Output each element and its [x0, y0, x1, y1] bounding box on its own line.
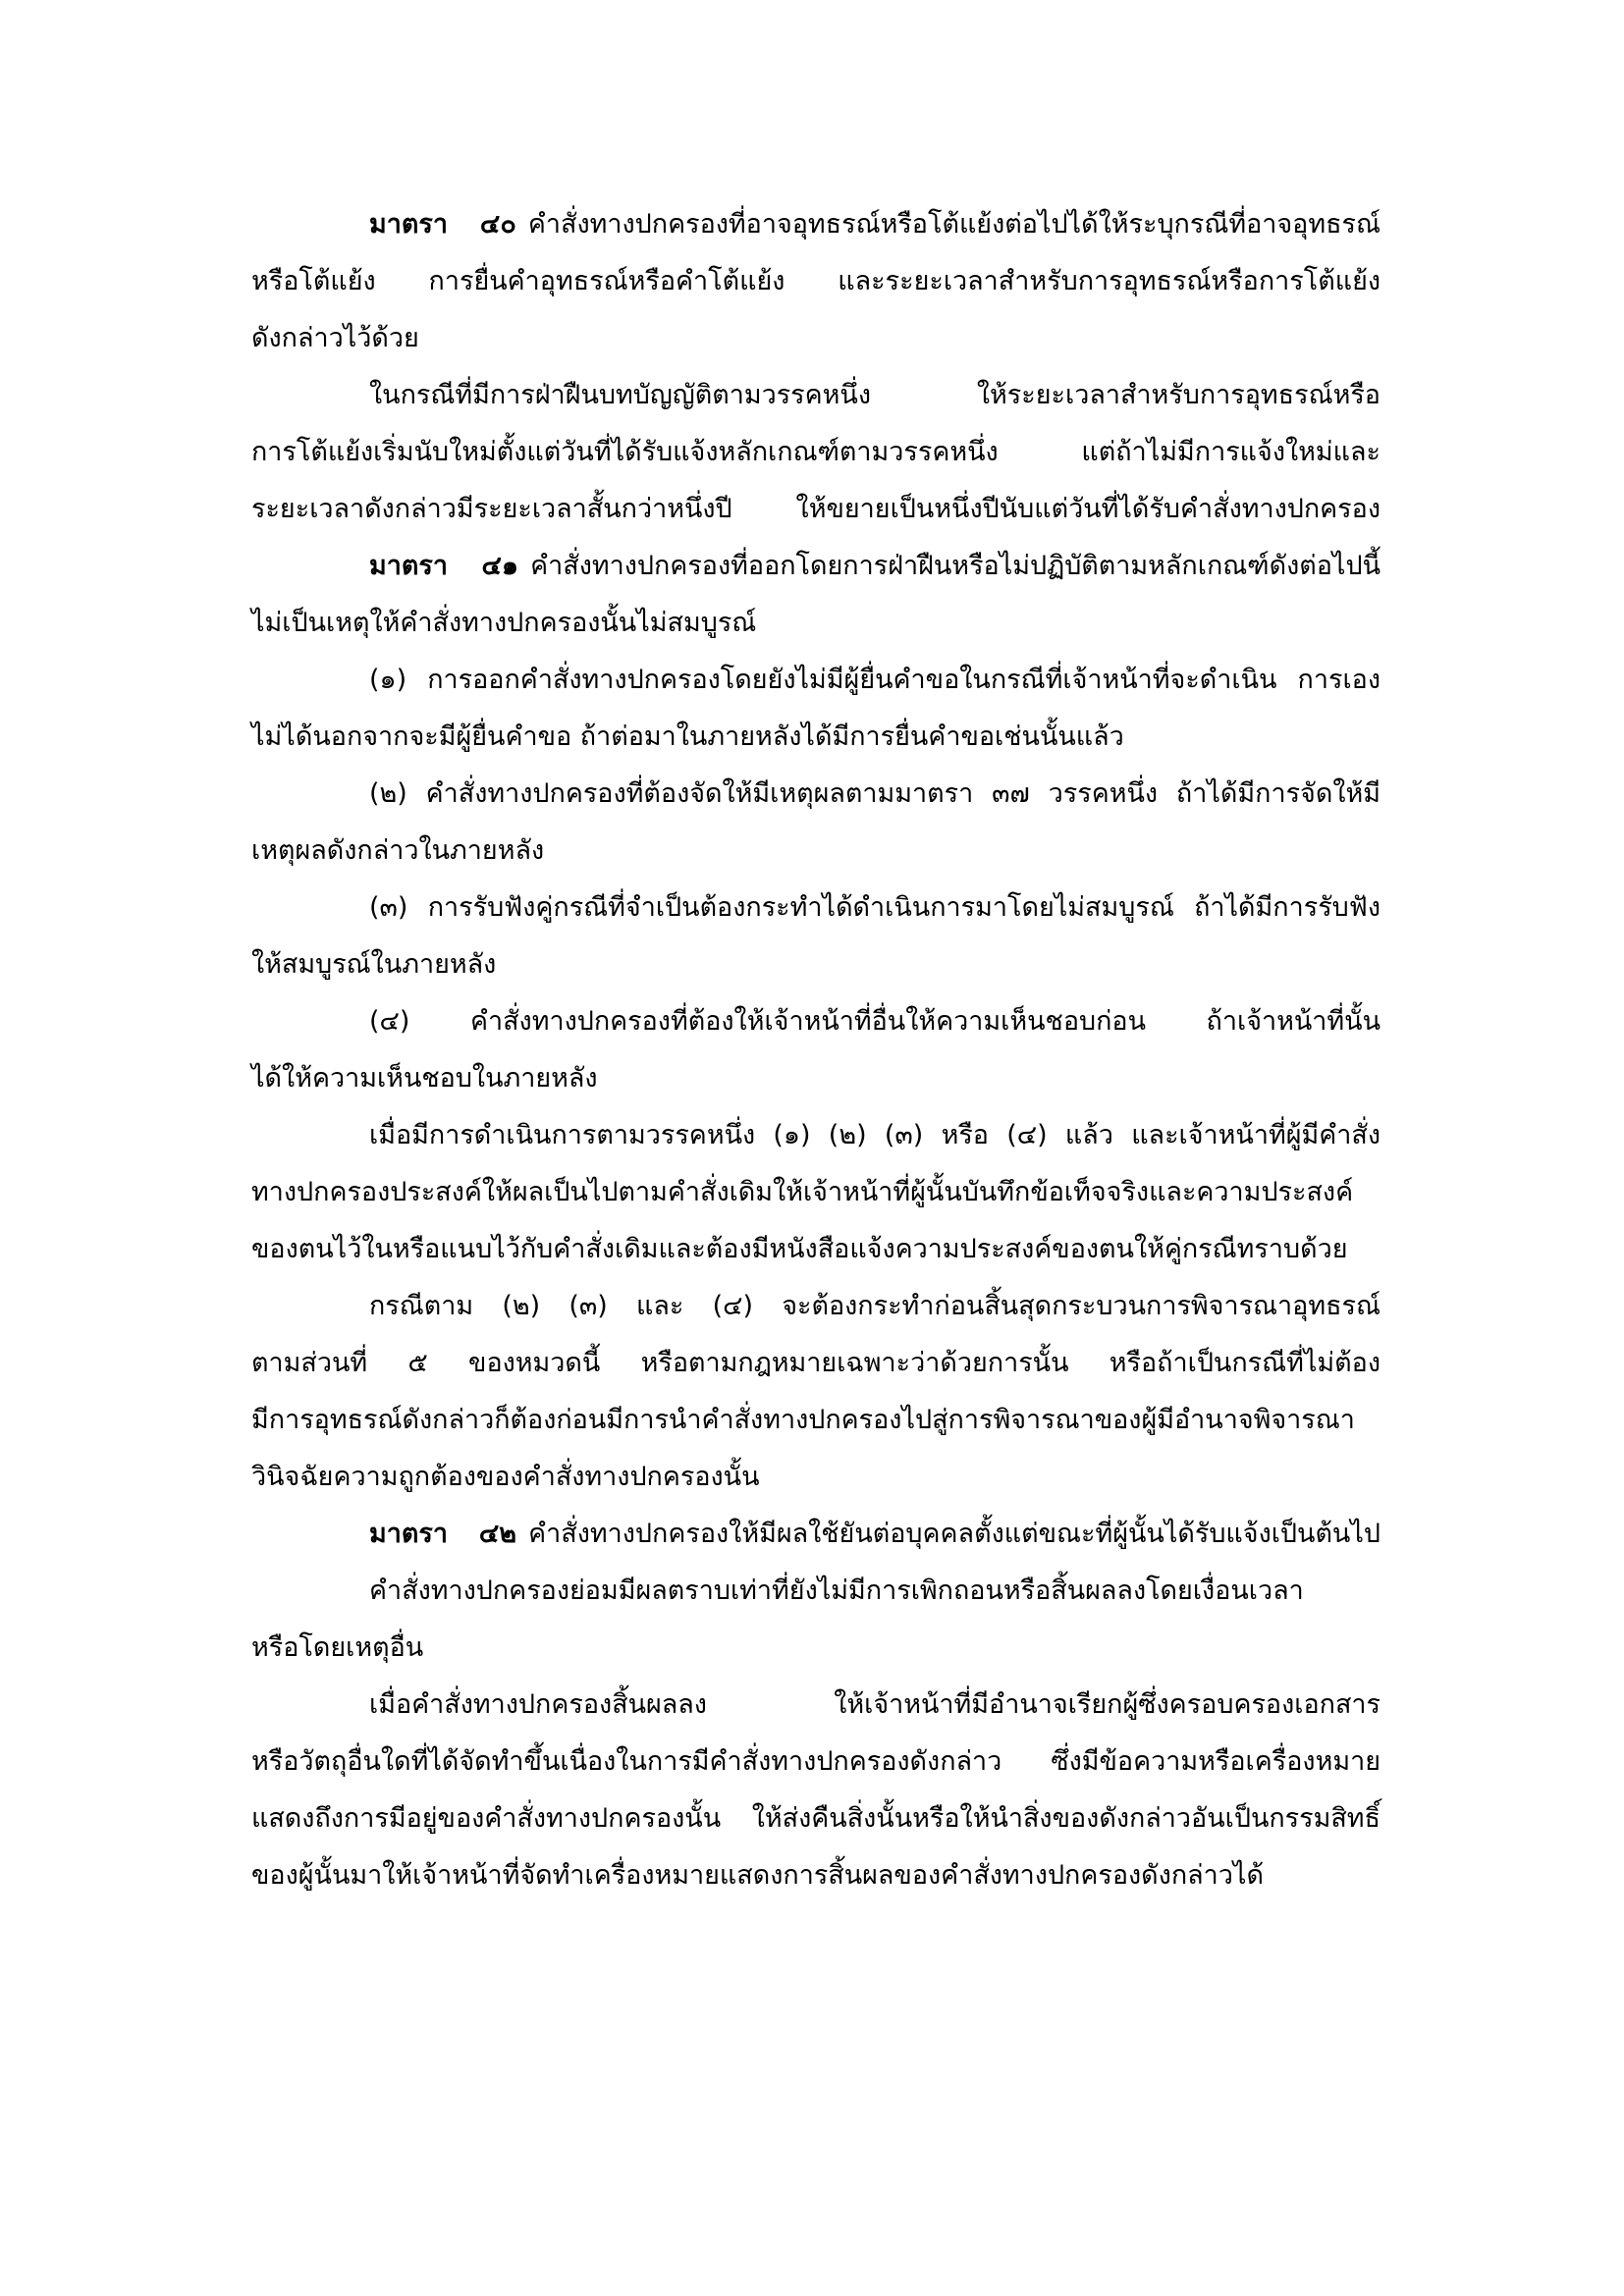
text-line: ได้ให้ความเห็นชอบในภายหลัง	[251, 1063, 598, 1094]
text-line: เมื่อมีการดำเนินการตามวรรคหนึ่ง (๑) (๒) (๓) หรือ (๔) แล้ว และเจ้าหน้าที่ผู้มีคำสั่ง	[369, 1120, 1380, 1150]
text-line: (๒) คำสั่งทางปกครองที่ต้องจัดให้มีเหตุผลตามมาตรา ๓๗ วรรคหนึ่ง ถ้าได้มีการจัดให้มี	[369, 778, 1380, 809]
line-text: คำสั่งทางปกครองที่อาจอุทธรณ์หรือโต้แย้งต่อไปได้ให้ระบุกรณีที่อาจอุทธรณ์	[527, 209, 1380, 240]
paragraph	[251, 367, 1380, 538]
section-number: มาตรา ๔๐	[369, 209, 516, 240]
text-line: ดังกล่าวไว้ด้วย	[251, 323, 419, 353]
document-body	[251, 196, 1380, 1904]
paragraph	[251, 1563, 1380, 1677]
line-text: คำสั่งทางปกครองที่ออกโดยการฝ่าฝืนหรือไม่ปฏิบัติตามหลักเกณฑ์ดังต่อไปนี้	[530, 551, 1380, 581]
section-number: มาตรา ๔๒	[369, 1519, 517, 1549]
text-line: ระยะเวลาดังกล่าวมีระยะเวลาสั้นกว่าหนึ่งปี ให้ขยายเป็นหนึ่งปีนับแต่วันที่ได้รับคำสั่งทางปกครอง	[251, 494, 1380, 524]
text-line: หรือโต้แย้ง การยื่นคำอุทธรณ์หรือคำโต้แย้ง และระยะเวลาสำหรับการอุทธรณ์หรือการโต้แย้ง	[251, 266, 1380, 296]
paragraph	[251, 1677, 1380, 1904]
paragraph	[251, 1107, 1380, 1278]
text-line: ของผู้นั้นมาให้เจ้าหน้าที่จัดทำเครื่องหมายแสดงการสิ้นผลของคำสั่งทางปกครองดังกล่าวได้	[251, 1860, 1264, 1891]
text-line: คำสั่งทางปกครองย่อมมีผลตราบเท่าที่ยังไม่มีการเพิกถอนหรือสิ้นผลลงโดยเงื่อนเวลา	[369, 1575, 1304, 1606]
text-line: หรือวัตถุอื่นใดที่ได้จัดทำขึ้นเนื่องในการมีคำสั่งทางปกครองดังกล่าว ซึ่งมีข้อความหรือเครื่องหมาย	[251, 1746, 1380, 1777]
section	[251, 1506, 1380, 1904]
text-line: วินิจฉัยความถูกต้องของคำสั่งทางปกครองนั้น	[251, 1462, 760, 1492]
text-line: ไม่เป็นเหตุให้คำสั่งทางปกครองนั้นไม่สมบูรณ์	[251, 608, 757, 638]
line-text: คำสั่งทางปกครองให้มีผลใช้ยันต่อบุคคลตั้งแต่ขณะที่ผู้นั้นได้รับแจ้งเป็นต้นไป	[528, 1519, 1380, 1549]
text-line: แสดงถึงการมีอยู่ของคำสั่งทางปกครองนั้น ให้ส่งคืนสิ่งนั้นหรือให้นำสิ่งของดังกล่าวอันเป็นกรรมสิทธิ์	[251, 1803, 1380, 1834]
section-number: มาตรา ๔๑	[369, 551, 518, 581]
paragraph	[251, 1278, 1380, 1506]
paragraph	[251, 652, 1380, 766]
text-line: (๓) การรับฟังคู่กรณีที่จำเป็นต้องกระทำได้ดำเนินการมาโดยไม่สมบูรณ์ ถ้าได้มีการรับฟัง	[369, 892, 1380, 923]
text-line: เมื่อคำสั่งทางปกครองสิ้นผลลง ให้เจ้าหน้าที่มีอำนาจเรียกผู้ซึ่งครอบครองเอกสาร	[369, 1689, 1380, 1720]
text-line: ทางปกครองประสงค์ให้ผลเป็นไปตามคำสั่งเดิมให้เจ้าหน้าที่ผู้นั้นบันทึกข้อเท็จจริงและความประสงค์	[251, 1177, 1354, 1207]
text-line	[251, 196, 1380, 253]
section	[251, 196, 1380, 538]
text-line: มีการอุทธรณ์ดังกล่าวก็ต้องก่อนมีการนำคำสั่งทางปกครองไปสู่การพิจารณาของผู้มีอำนาจพิจารณา	[251, 1405, 1355, 1435]
paragraph	[251, 766, 1380, 880]
text-line: หรือโดยเหตุอื่น	[251, 1632, 424, 1663]
paragraph	[251, 993, 1380, 1107]
text-line: (๑) การออกคำสั่งทางปกครองโดยยังไม่มีผู้ยื่นคำขอในกรณีที่เจ้าหน้าที่จะดำเนิน การเอง	[369, 665, 1380, 695]
text-line: ตามส่วนที่ ๕ ของหมวดนี้ หรือตามกฎหมายเฉพาะว่าด้วยการนั้น หรือถ้าเป็นกรณีที่ไม่ต้อง	[251, 1348, 1380, 1378]
text-line: ไม่ได้นอกจากจะมีผู้ยื่นคำขอ ถ้าต่อมาในภายหลังได้มีการยื่นคำขอเช่นนั้นแล้ว	[251, 721, 1124, 752]
text-line: กรณีตาม (๒) (๓) และ (๔) จะต้องกระทำก่อนสิ้นสุดกระบวนการพิจารณาอุทธรณ์	[369, 1291, 1380, 1321]
text-line	[251, 538, 1380, 595]
paragraph	[251, 196, 1380, 367]
paragraph	[251, 538, 1380, 652]
text-line: (๔) คำสั่งทางปกครองที่ต้องให้เจ้าหน้าที่อื่นให้ความเห็นชอบก่อน ถ้าเจ้าหน้าที่นั้น	[369, 1006, 1380, 1037]
text-line	[251, 1506, 1380, 1563]
paragraph	[251, 1506, 1380, 1563]
text-line: เหตุผลดังกล่าวในภายหลัง	[251, 835, 545, 866]
text-line: ในกรณีที่มีการฝ่าฝืนบทบัญญัติตามวรรคหนึ่ง ให้ระยะเวลาสำหรับการอุทธรณ์หรือ	[369, 380, 1380, 410]
section	[251, 538, 1380, 1506]
paragraph	[251, 880, 1380, 993]
text-line: การโต้แย้งเริ่มนับใหม่ตั้งแต่วันที่ได้รับแจ้งหลักเกณฑ์ตามวรรคหนึ่ง แต่ถ้าไม่มีการแจ้งใหม่และ	[251, 437, 1380, 467]
text-line: ของตนไว้ในหรือแนบไว้กับคำสั่งเดิมและต้องมีหนังสือแจ้งความประสงค์ของตนให้คู่กรณีทราบด้วย	[251, 1234, 1348, 1264]
text-line: ให้สมบูรณ์ในภายหลัง	[251, 949, 497, 980]
